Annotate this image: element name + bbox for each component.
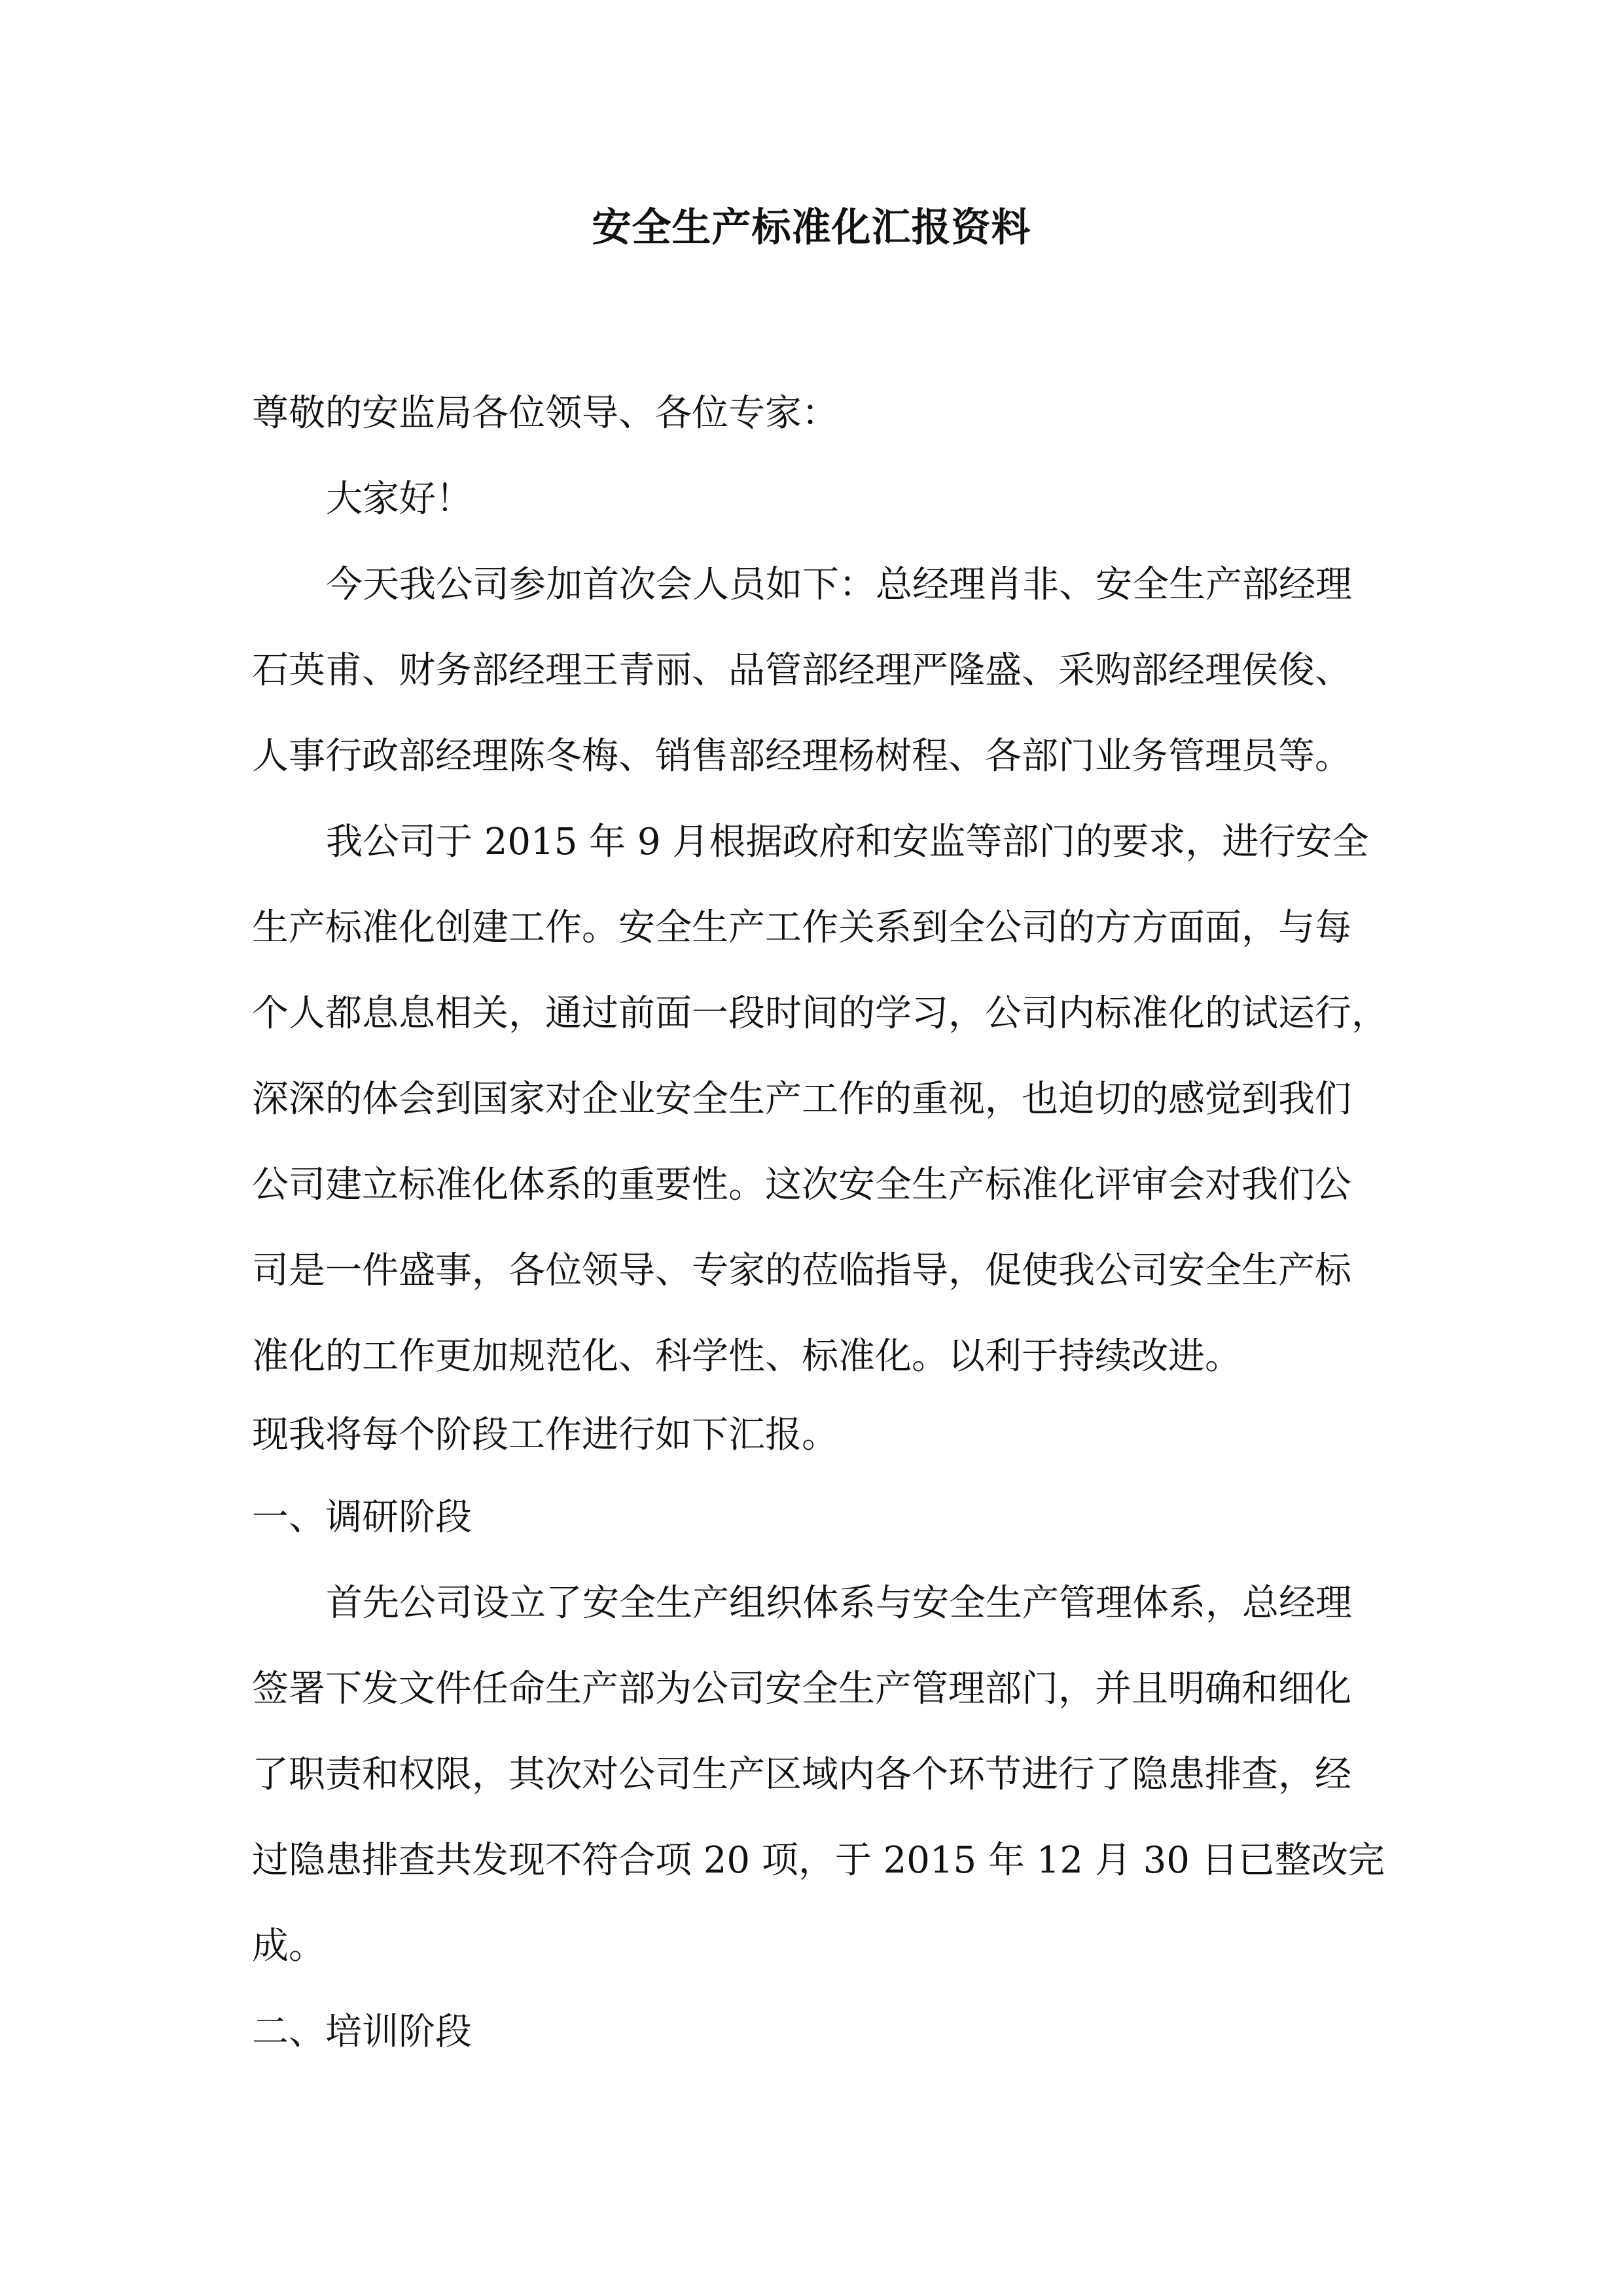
body-line: 深深的体会到国家对企业安全生产工作的重视，也迫切的感觉到我们	[252, 1078, 1351, 1121]
body-line: 准化的工作更加规范化、科学性、标准化。以利于持续改进。	[252, 1335, 1241, 1378]
body-line: 签署下发文件任命生产部为公司安全生产管理部门，并且明确和细化	[252, 1668, 1351, 1710]
salutation-line: 尊敬的安监局各位领导、各位专家：	[252, 392, 838, 435]
section-heading: 一、调研阶段	[252, 1496, 472, 1539]
body-line: 现我将每个阶段工作进行如下汇报。	[252, 1414, 838, 1456]
document-title: 安全生产标准化汇报资料	[592, 205, 1031, 251]
body-line: 我公司于 2015 年 9 月根据政府和安监等部门的要求，进行安全	[326, 821, 1369, 863]
body-line: 了职责和权限，其次对公司生产区域内各个环节进行了隐患排查，经	[252, 1753, 1351, 1796]
body-line: 过隐患排查共发现不符合项 20 项，于 2015 年 12 月 30 日已整改完	[252, 1839, 1385, 1882]
body-line: 石英甫、财务部经理王青丽、品管部经理严隆盛、采购部经理侯俊、	[252, 649, 1351, 692]
greeting-line: 大家好！	[326, 478, 473, 520]
section-heading: 二、培训阶段	[252, 2011, 472, 2053]
body-line: 司是一件盛事，各位领导、专家的莅临指导，促使我公司安全生产标	[252, 1249, 1351, 1292]
body-line: 首先公司设立了安全生产组织体系与安全生产管理体系，总经理	[326, 1582, 1352, 1624]
body-line: 生产标准化创建工作。安全生产工作关系到全公司的方方面面，与每	[252, 906, 1351, 949]
body-line: 人事行政部经理陈冬梅、销售部经理杨树程、各部门业务管理员等。	[252, 735, 1351, 778]
body-line: 成。	[252, 1925, 325, 1967]
body-line: 公司建立标准化体系的重要性。这次安全生产标准化评审会对我们公	[252, 1164, 1351, 1206]
body-line: 个人都息息相关，通过前面一段时间的学习，公司内标准化的试运行，	[252, 992, 1388, 1035]
body-line: 今天我公司参加首次会人员如下：总经理肖非、安全生产部经理	[326, 564, 1352, 606]
